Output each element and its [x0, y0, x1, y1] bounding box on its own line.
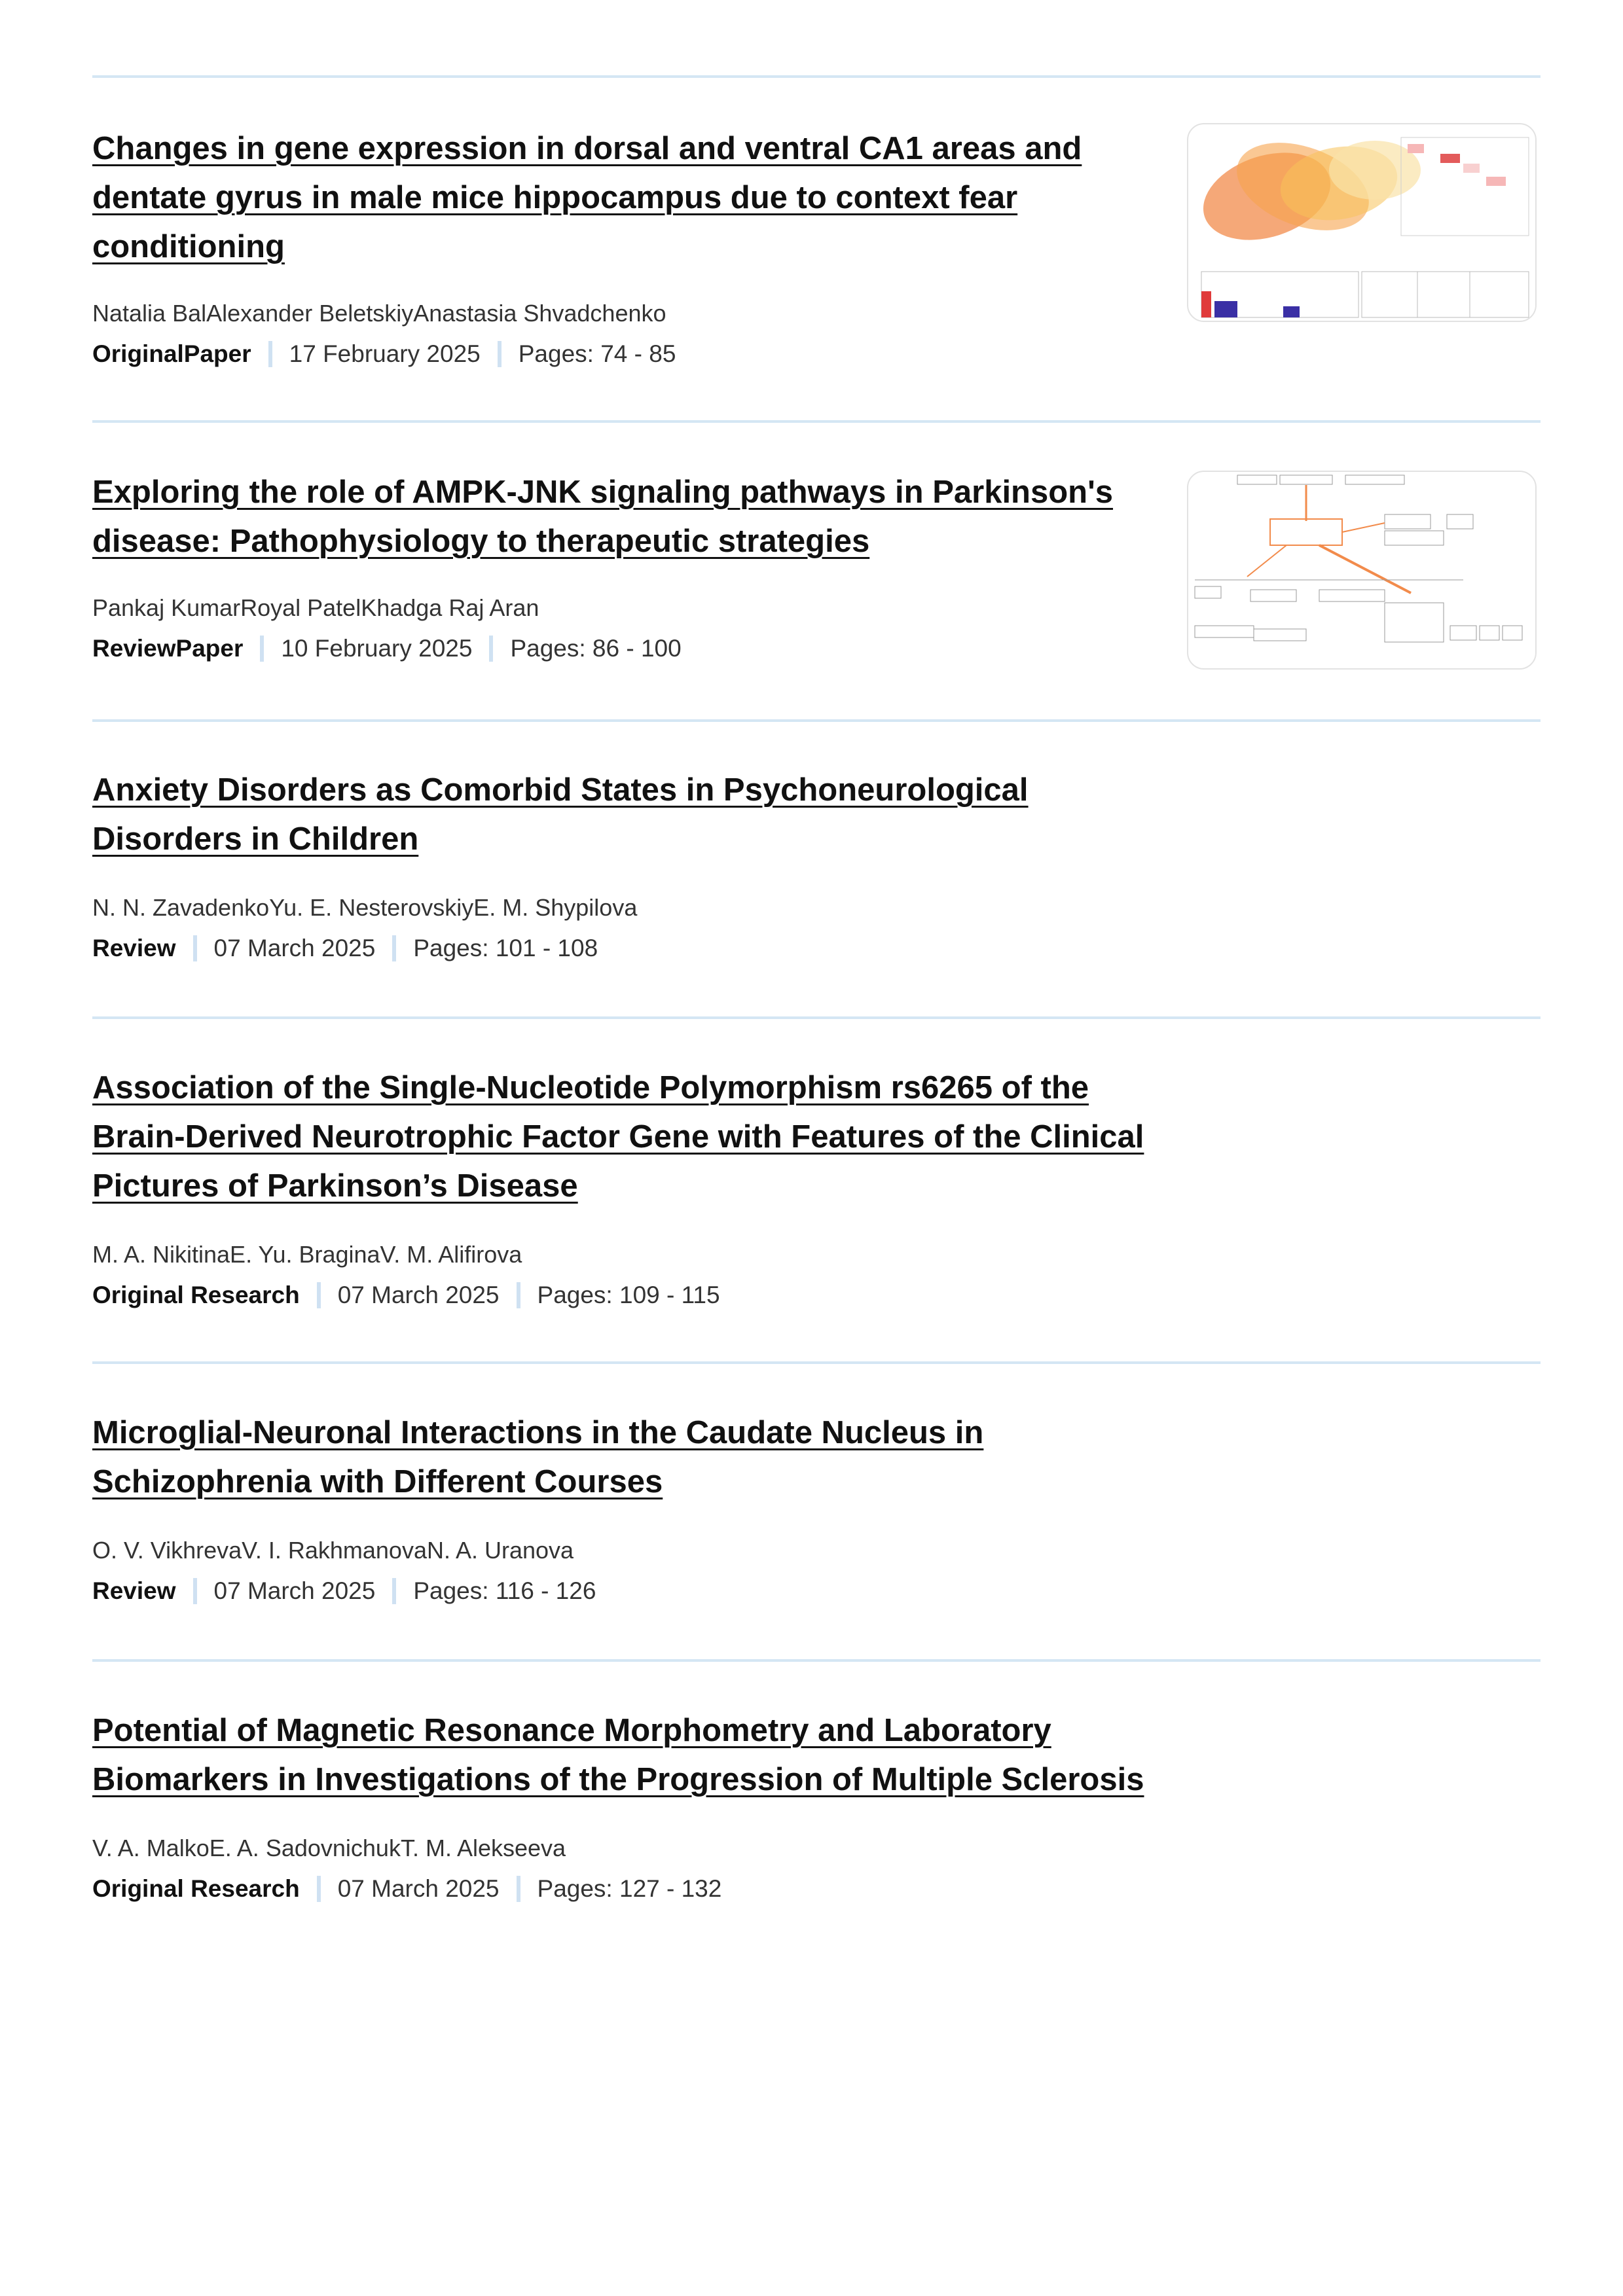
meta-separator — [317, 1876, 321, 1902]
article-item — [92, 124, 1541, 367]
article-date: 07 March 2025 — [213, 1577, 376, 1604]
article-date: 07 March 2025 — [337, 1282, 500, 1308]
article-type: Review — [92, 1577, 176, 1604]
venn-diagram-figure — [1188, 124, 1535, 321]
article-item — [92, 468, 1541, 662]
article-title-link[interactable]: Association of the Single-Nucleotide Polymorphism rs6265 of the Brain-Derived Neurotrophic Factor Gene with Features of the Clinical Pictures of Parkinson’s Disease — [92, 1070, 1144, 1204]
article-pages: Pages: 116 - 126 — [413, 1577, 596, 1604]
article-item — [92, 1408, 1541, 1604]
article-title-link[interactable]: Exploring the role of AMPK-JNK signaling pathways in Parkinson's disease: Pathophysiology to therapeutic strategies — [92, 475, 1114, 559]
article-item — [92, 1706, 1541, 1902]
article-authors: Natalia BalAlexander BeletskiyAnastasia Shvadchenko — [92, 300, 666, 327]
meta-separator — [193, 935, 197, 961]
divider — [92, 1361, 1541, 1364]
article-item — [92, 1064, 1541, 1308]
article-type: Original Research — [92, 1875, 300, 1902]
meta-separator — [517, 1876, 520, 1902]
article-type: OriginalPaper — [92, 340, 251, 367]
pathway-diagram-thumbnail[interactable] — [1187, 471, 1537, 670]
article-authors: M. A. NikitinaE. Yu. BraginaV. M. Alifirova — [92, 1241, 522, 1268]
meta-separator — [392, 935, 396, 961]
article-date: 07 March 2025 — [213, 935, 376, 961]
meta-separator — [392, 1578, 396, 1604]
article-title-link[interactable]: Anxiety Disorders as Comorbid States in Psychoneurological Disorders in Children — [92, 772, 1029, 857]
divider — [92, 420, 1541, 423]
article-meta — [92, 340, 676, 368]
meta-separator — [517, 1282, 520, 1308]
article-pages: Pages: 74 - 85 — [518, 340, 676, 367]
article-date: 17 February 2025 — [289, 340, 481, 367]
meta-separator — [498, 341, 501, 367]
divider — [92, 1659, 1541, 1662]
article-meta — [92, 935, 598, 962]
article-meta — [92, 635, 682, 662]
article-date: 10 February 2025 — [281, 635, 473, 662]
meta-separator — [317, 1282, 321, 1308]
meta-separator — [193, 1578, 197, 1604]
article-date: 07 March 2025 — [337, 1875, 500, 1902]
article-pages: Pages: 109 - 115 — [537, 1282, 720, 1308]
article-title-link[interactable]: Microglial-Neuronal Interactions in the Caudate Nucleus in Schizophrenia with Different Courses — [92, 1415, 984, 1499]
divider — [92, 75, 1541, 78]
divider — [92, 1016, 1541, 1019]
article-authors: N. N. ZavadenkoYu. E. NesterovskiyE. M. Shypilova — [92, 894, 638, 921]
article-meta — [92, 1577, 596, 1605]
article-authors: V. A. MalkoE. A. SadovnichukT. M. Alekseeva — [92, 1835, 566, 1861]
article-authors: O. V. VikhrevaV. I. RakhmanovaN. A. Uranova — [92, 1537, 574, 1564]
divider — [92, 719, 1541, 722]
meta-separator — [268, 341, 272, 367]
article-type: Original Research — [92, 1282, 300, 1308]
article-title-link[interactable]: Potential of Magnetic Resonance Morphometry and Laboratory Biomarkers in Investigations of the Progression of Multiple Sclerosis — [92, 1713, 1144, 1797]
pathway-diagram-figure — [1188, 472, 1535, 668]
article-meta — [92, 1282, 720, 1309]
article-pages: Pages: 127 - 132 — [537, 1875, 722, 1902]
meta-separator — [489, 636, 493, 662]
article-pages: Pages: 101 - 108 — [413, 935, 598, 961]
venn-diagram-thumbnail[interactable] — [1187, 123, 1537, 322]
article-title-link[interactable]: Changes in gene expression in dorsal and ventral CA1 areas and dentate gyrus in male mice hippocampus due to context fear conditioning — [92, 131, 1082, 264]
article-type: ReviewPaper — [92, 635, 244, 662]
article-type: Review — [92, 935, 176, 961]
article-item — [92, 766, 1541, 961]
article-meta — [92, 1875, 721, 1903]
article-pages: Pages: 86 - 100 — [510, 635, 682, 662]
meta-separator — [260, 636, 264, 662]
article-authors: Pankaj KumarRoyal PatelKhadga Raj Aran — [92, 594, 539, 621]
